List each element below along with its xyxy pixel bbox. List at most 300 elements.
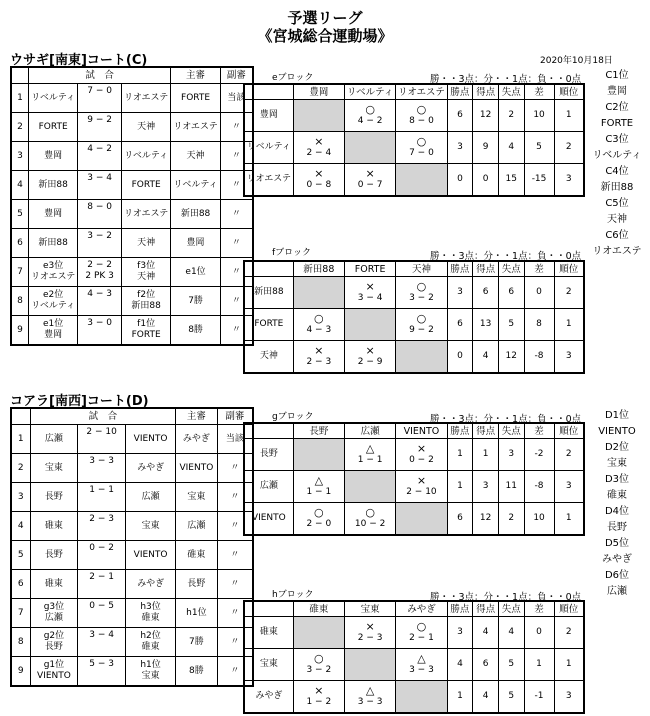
home-seed: g3位: [43, 602, 65, 612]
result-cell: [344, 439, 395, 471]
block-e-legend: 勝・・3点：分・・1点：負・・0点: [430, 74, 582, 85]
assistant-referee: 〃: [217, 657, 253, 687]
result-score: 2 − 10: [406, 487, 437, 497]
stat-pts: 3: [447, 617, 473, 649]
match-row: [11, 541, 253, 570]
home-team-name: リオエステ: [30, 272, 76, 282]
result-score: 3 − 3: [357, 697, 383, 707]
result-score: 2 − 3: [306, 357, 332, 367]
ranking-entry: リオエステ: [592, 246, 642, 257]
match-number: 1: [11, 425, 30, 454]
referee: e1位: [171, 258, 220, 287]
assistant-referee: 当該: [217, 425, 253, 454]
stat-ga: 6: [498, 277, 524, 309]
home-seed: g2位: [43, 631, 65, 641]
block-row: [244, 341, 584, 374]
home-team: 碓東: [30, 570, 78, 599]
home-team: 広瀬: [30, 425, 78, 454]
result-mark: ×: [365, 344, 375, 357]
home-team: 長野: [30, 541, 78, 570]
match-row: [11, 142, 253, 171]
block-header-row: [244, 84, 584, 100]
stat-rank: 2: [554, 439, 584, 471]
stat-rank: 3: [554, 471, 584, 503]
block-team-name: リオエステ: [244, 164, 293, 197]
referee: 広瀬: [176, 512, 218, 541]
assistant-referee: 〃: [217, 599, 253, 628]
result-score: 3 − 2: [409, 293, 434, 303]
referee: 豊岡: [171, 229, 220, 258]
stat-pts: 6: [447, 309, 473, 341]
home-team: [30, 657, 78, 687]
referee: 宝東: [176, 483, 218, 512]
away-team: [121, 316, 170, 346]
ranking-list-c: [588, 68, 646, 260]
result-mark: △: [365, 684, 375, 697]
away-team: みやぎ: [126, 454, 176, 483]
away-team: 宝東: [126, 512, 176, 541]
result-mark: ×: [314, 135, 324, 148]
stat-gf: 6: [473, 277, 499, 309]
result-score: 2 − 9: [357, 357, 383, 367]
result-cell: [344, 277, 395, 309]
result-cell: [293, 164, 344, 197]
result-score: 3 − 4: [357, 293, 383, 303]
match-number: 7: [11, 599, 30, 628]
match-number: 3: [11, 142, 28, 171]
block-column-header: 得点: [473, 423, 499, 439]
stat-diff: 1: [524, 649, 554, 681]
match-number: 8: [11, 628, 30, 657]
section-d-title: コアラ[南西]コート(D): [10, 394, 149, 409]
match-score: [78, 287, 122, 316]
assistant-referee: 〃: [217, 512, 253, 541]
match-number: 7: [11, 258, 28, 287]
block-e-table: [243, 83, 585, 197]
stat-pts: 1: [447, 471, 473, 503]
result-cell: [344, 164, 395, 197]
away-team: みやぎ: [126, 570, 176, 599]
stat-diff: 8: [524, 309, 554, 341]
block-team-name: FORTE: [244, 309, 293, 341]
match-row: [11, 483, 253, 512]
block-g-table: [243, 422, 585, 536]
result-score: 2 − 1: [409, 633, 434, 643]
block-row: [244, 164, 584, 197]
referee: 長野: [176, 570, 218, 599]
date-label: 2020年10月18日: [540, 56, 613, 66]
stat-diff: 0: [524, 617, 554, 649]
stat-diff: -8: [524, 341, 554, 374]
block-f-table: [243, 260, 585, 374]
result-cell: [396, 277, 447, 309]
stat-gf: 6: [473, 649, 499, 681]
match-row: [11, 84, 253, 113]
ranking-entry: C1位: [605, 70, 629, 81]
home-team: [28, 287, 77, 316]
home-team-name: リベルティ: [31, 301, 76, 311]
assistant-referee: 〃: [217, 454, 253, 483]
stat-gf: 4: [473, 681, 499, 714]
block-column-header: 順位: [554, 423, 584, 439]
result-cell: [293, 649, 344, 681]
match-score: [78, 200, 122, 229]
assistant-referee: 〃: [220, 316, 253, 346]
match-table-d: [10, 407, 254, 687]
result-score: 0 − 7: [357, 180, 383, 190]
home-team: FORTE: [28, 113, 77, 142]
ranking-entry: D6位: [604, 570, 630, 581]
stat-ga: 4: [498, 132, 524, 164]
away-team: 広瀬: [126, 483, 176, 512]
away-team: リオエステ: [121, 200, 170, 229]
match-table-c: [10, 66, 254, 346]
block-g-name: gブロック: [272, 412, 314, 422]
stat-rank: 2: [554, 617, 584, 649]
ranking-entry: D2位: [604, 442, 630, 453]
block-column-header: 碓東: [293, 601, 344, 617]
stat-ga: 15: [498, 164, 524, 197]
block-row: [244, 132, 584, 164]
result-mark: ○: [416, 312, 427, 325]
result-mark: ×: [416, 442, 427, 455]
header-assistant: 副審: [220, 67, 253, 84]
self-match-cell: [293, 439, 344, 471]
header-match: 試 合: [28, 67, 170, 84]
score-text: 2 − 2: [87, 260, 112, 270]
self-match-cell: [293, 277, 344, 309]
home-team: [28, 258, 77, 287]
ranking-entry: D5位: [604, 538, 630, 549]
match-number: 5: [11, 200, 28, 229]
result-score: 4 − 2: [357, 116, 383, 126]
result-mark: ○: [314, 652, 324, 665]
header-assistant: 副審: [217, 408, 253, 425]
home-team-name: 豊岡: [44, 330, 63, 340]
score-text: 3 − 2: [87, 231, 112, 241]
away-team-name: 宝東: [141, 671, 160, 681]
block-team-name: 宝東: [244, 649, 293, 681]
result-mark: ○: [416, 280, 427, 293]
assistant-referee: 〃: [217, 541, 253, 570]
ranking-entry: D3位: [604, 474, 630, 485]
stat-rank: 1: [554, 649, 584, 681]
block-column-header: 得点: [473, 261, 499, 277]
stat-diff: 0: [524, 277, 554, 309]
result-score: 0 − 2: [409, 455, 434, 465]
match-score: [78, 84, 122, 113]
score-text: 4 − 2: [87, 144, 112, 154]
block-column-header: 差: [524, 261, 554, 277]
result-score: 1 − 1: [306, 487, 332, 497]
result-cell: [344, 681, 395, 714]
match-number: 4: [11, 512, 30, 541]
match-row: [11, 200, 253, 229]
result-score: 1 − 1: [357, 455, 383, 465]
self-match-cell: [396, 503, 447, 536]
assistant-referee: 〃: [220, 258, 253, 287]
block-team-name: VIENTO: [244, 503, 293, 536]
assistant-referee: 〃: [220, 287, 253, 316]
result-score: 4 − 3: [306, 325, 332, 335]
stat-rank: 2: [554, 132, 584, 164]
result-cell: [396, 471, 447, 503]
match-row: [11, 657, 253, 687]
stat-ga: 11: [498, 471, 524, 503]
block-column-header: 差: [524, 423, 554, 439]
score-text: 2 − 1: [89, 572, 115, 582]
stat-ga: 5: [498, 649, 524, 681]
match-score: [78, 171, 122, 200]
home-seed: e2位: [43, 290, 64, 300]
home-team: 長野: [30, 483, 78, 512]
away-team: [126, 628, 176, 657]
result-cell: [396, 309, 447, 341]
match-score: [78, 425, 126, 454]
match-row: [11, 316, 253, 346]
away-team-name: 天神: [137, 272, 156, 282]
self-match-cell: [344, 309, 395, 341]
stat-gf: 0: [473, 164, 499, 197]
stat-diff: 5: [524, 132, 554, 164]
score-text: 2 − 10: [86, 427, 117, 437]
stat-rank: 2: [554, 277, 584, 309]
assistant-referee: 〃: [217, 628, 253, 657]
ranking-entry: C6位: [605, 230, 629, 241]
away-seed: h1位: [140, 660, 161, 670]
away-seed: f2位: [137, 290, 156, 300]
stat-gf: 12: [473, 100, 499, 132]
result-score: 2 − 4: [306, 148, 332, 158]
away-team-name: 碓東: [141, 642, 160, 652]
home-team: [28, 316, 77, 346]
block-column-header: 失点: [498, 261, 524, 277]
block-row: [244, 309, 584, 341]
block-column-header: 失点: [498, 84, 524, 100]
self-match-cell: [344, 132, 395, 164]
home-team: [30, 628, 78, 657]
block-row: [244, 617, 584, 649]
stat-diff: -1: [524, 681, 554, 714]
result-mark: ×: [365, 167, 375, 180]
match-score: [78, 142, 122, 171]
stat-pts: 4: [447, 649, 473, 681]
away-seed: h2位: [140, 631, 161, 641]
result-score: 3 − 2: [306, 665, 332, 675]
match-row: [11, 113, 253, 142]
match-number: 8: [11, 287, 28, 316]
result-mark: ○: [416, 135, 427, 148]
block-column-header: 新田88: [293, 261, 344, 277]
match-row: [11, 171, 253, 200]
stat-rank: 3: [554, 341, 584, 374]
referee: FORTE: [171, 84, 220, 113]
result-score: 8 − 0: [409, 116, 434, 126]
ranking-entry: 天神: [607, 214, 627, 225]
block-column-header: リオエステ: [396, 84, 447, 100]
stat-diff: 10: [524, 503, 554, 536]
block-row: [244, 649, 584, 681]
match-header-row: [11, 67, 253, 84]
block-header-row: [244, 601, 584, 617]
block-column-header: リベルティ: [344, 84, 395, 100]
assistant-referee: 〃: [220, 142, 253, 171]
block-column-header: 宝東: [344, 601, 395, 617]
score-text: 9 − 2: [87, 115, 112, 125]
home-team: 碓東: [30, 512, 78, 541]
ranking-entry: C4位: [605, 166, 629, 177]
block-column-header: 勝点: [447, 261, 473, 277]
stat-gf: 3: [473, 471, 499, 503]
home-seed: g1位: [43, 660, 65, 670]
away-seed: f3位: [137, 261, 156, 271]
result-mark: ×: [314, 684, 324, 697]
result-mark: ○: [365, 103, 375, 116]
score-text: 1 − 1: [89, 485, 115, 495]
block-column-header: 得点: [473, 84, 499, 100]
stat-gf: 4: [473, 341, 499, 374]
match-score: [78, 599, 126, 628]
result-cell: [396, 100, 447, 132]
stat-gf: 9: [473, 132, 499, 164]
match-number: 9: [11, 316, 28, 346]
referee: 7勝: [176, 628, 218, 657]
match-score: [78, 657, 126, 687]
assistant-referee: 〃: [220, 200, 253, 229]
stat-ga: 2: [498, 100, 524, 132]
away-team: [121, 287, 170, 316]
referee: 8勝: [176, 657, 218, 687]
ranking-entry: 新田88: [600, 182, 634, 193]
home-team-name: 広瀬: [44, 613, 63, 623]
home-team-name: 長野: [44, 642, 63, 652]
stat-gf: 1: [473, 439, 499, 471]
match-row: [11, 628, 253, 657]
block-h-name: hブロック: [272, 590, 314, 600]
result-score: 2 − 0: [306, 519, 332, 529]
away-team: VIENTO: [126, 425, 176, 454]
stat-pts: 0: [447, 164, 473, 197]
block-team-name: 新田88: [244, 277, 293, 309]
result-mark: ○: [314, 312, 324, 325]
block-column-header: 豊岡: [293, 84, 344, 100]
referee: 碓東: [176, 541, 218, 570]
score-text: 0 − 2: [89, 543, 115, 553]
away-team: FORTE: [121, 171, 170, 200]
away-team-name: 碓東: [141, 613, 160, 623]
result-cell: [344, 503, 395, 536]
match-score: [78, 483, 126, 512]
ranking-entry: リベルティ: [592, 150, 642, 161]
home-team: [30, 599, 78, 628]
result-mark: ○: [365, 506, 375, 519]
match-number: 4: [11, 171, 28, 200]
match-number: 6: [11, 229, 28, 258]
score-text: 8 − 0: [87, 202, 112, 212]
match-score: [78, 113, 122, 142]
stat-pts: 0: [447, 341, 473, 374]
block-row: [244, 471, 584, 503]
score-text: 3 − 3: [89, 456, 115, 466]
block-column-header: FORTE: [344, 261, 395, 277]
match-row: [11, 599, 253, 628]
result-mark: ×: [416, 474, 427, 487]
block-row: [244, 100, 584, 132]
home-team: 豊岡: [28, 200, 77, 229]
stat-ga: 4: [498, 617, 524, 649]
block-row: [244, 439, 584, 471]
block-team-name: 広瀬: [244, 471, 293, 503]
ranking-entry: FORTE: [600, 118, 634, 129]
ranking-entry: 豊岡: [607, 86, 627, 97]
away-team: [121, 258, 170, 287]
block-team-name: 長野: [244, 439, 293, 471]
block-column-header: 勝点: [447, 601, 473, 617]
match-number: 5: [11, 541, 30, 570]
ranking-entry: D4位: [604, 506, 630, 517]
away-team: 天神: [121, 229, 170, 258]
referee: 8勝: [171, 316, 220, 346]
away-team: [126, 599, 176, 628]
away-team: [126, 657, 176, 687]
assistant-referee: 〃: [220, 171, 253, 200]
match-score: [78, 316, 122, 346]
stat-rank: 3: [554, 681, 584, 714]
block-column-header: VIENTO: [396, 423, 447, 439]
stat-pts: 1: [447, 681, 473, 714]
home-team: 新田88: [28, 171, 77, 200]
match-row: [11, 425, 253, 454]
result-mark: ○: [416, 620, 427, 633]
block-team-name: 碓東: [244, 617, 293, 649]
result-score: 10 − 2: [354, 519, 386, 529]
match-number: 9: [11, 657, 30, 687]
home-team: 新田88: [28, 229, 77, 258]
away-seed: f1位: [137, 319, 156, 329]
match-score: [78, 258, 122, 287]
home-seed: e3位: [43, 261, 64, 271]
block-column-header: 順位: [554, 601, 584, 617]
match-score: [78, 512, 126, 541]
assistant-referee: 〃: [220, 229, 253, 258]
ranking-entry: 碓東: [607, 490, 627, 501]
result-mark: ○: [416, 103, 427, 116]
result-cell: [396, 649, 447, 681]
block-column-header: 得点: [473, 601, 499, 617]
result-cell: [293, 503, 344, 536]
result-mark: ×: [314, 344, 324, 357]
result-cell: [293, 341, 344, 374]
header-referee: 主審: [176, 408, 218, 425]
referee: 7勝: [171, 287, 220, 316]
stat-diff: -2: [524, 439, 554, 471]
stat-ga: 12: [498, 341, 524, 374]
self-match-cell: [344, 471, 395, 503]
self-match-cell: [396, 164, 447, 197]
away-team: 天神: [121, 113, 170, 142]
result-mark: ×: [365, 280, 375, 293]
block-e-name: eブロック: [272, 73, 314, 83]
result-score: 2 − 3: [357, 633, 383, 643]
block-column-header: 広瀬: [344, 423, 395, 439]
stat-gf: 13: [473, 309, 499, 341]
referee: VIENTO: [176, 454, 218, 483]
pk-score-text: 2 PK 3: [85, 271, 114, 281]
score-text: 3 − 4: [87, 173, 112, 183]
block-g-legend: 勝・・3点：分・・1点：負・・0点: [430, 414, 582, 425]
block-team-name: みやぎ: [244, 681, 293, 714]
self-match-cell: [293, 100, 344, 132]
